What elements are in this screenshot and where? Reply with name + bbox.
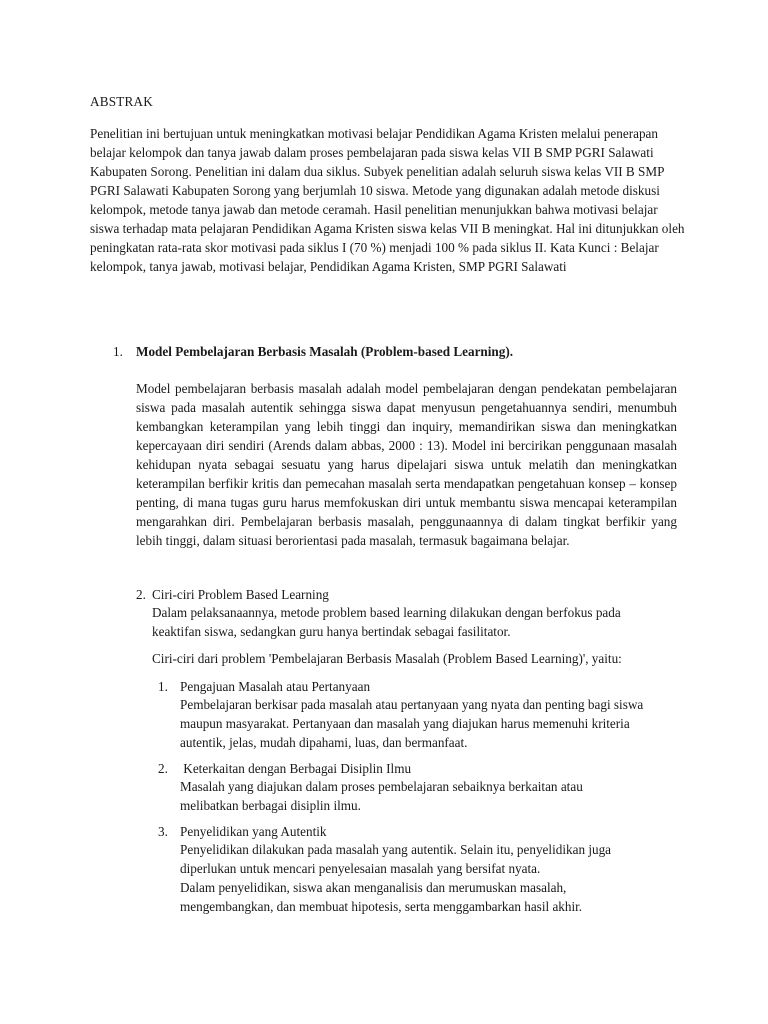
list-item-description: Masalah yang diajukan dalam proses pembelajaran sebaiknya berkaitan atau melibatkan berbagai disiplin ilmu. bbox=[180, 779, 583, 813]
section-1-number: 1. bbox=[113, 344, 123, 359]
list-item-description-continued: Dalam penyelidikan, siswa akan menganalisis dan merumuskan masalah, mengembangkan, dan membuat hipotesis, serta menggambarkan hasil akhir. bbox=[180, 880, 583, 914]
list-item-description: Penyelidikan dilakukan pada masalah yang autentik. Selain itu, penyelidikan juga diperlukan untuk mencari penyelesaian masalah yang bersifat nyata. bbox=[180, 842, 612, 876]
section-1-body: Model pembelajaran berbasis masalah adalah model pembelajaran dengan pendekatan pembelajaran siswa pada masalah autentik sehingga siswa dapat menyusun pengetahuannya sendiri, menumbuh kembangkan keterampilan yang lebih tinggi dan inquiry, memandirikan siswa dan meningkatkan kepercayaan diri sendiri (Arends dalam abbas, 2000 : 13). Model ini bercirikan penggunaan masalah kehidupan nyata sebagai sesuatu yang harus dipelajari siswa untuk melatih dan meningkatkan keterampilan berfikir kritis dan pemecahan masalah serta mendapatkan pengetahuan konsep – konsep penting, di mana tugas guru harus memfokuskan diri untuk membantu siswa mencapai keterampilan mengarahkan diri. Pembelajaran berbasis masalah, penggunaannya di dalam tingkat berfikir yang lebih tinggi, dalam situasi berorientasi pada masalah, termasuk bagaimana belajar. bbox=[136, 381, 677, 548]
abstract-body: Penelitian ini bertujuan untuk meningkatkan motivasi belajar Pendidikan Agama Kristen melalui penerapan belajar kelompok dan tanya jawab dalam proses pembelajaran pada siswa kelas VII B SMP PGRI Salawati Kabupaten Sorong. Penelitian ini dalam dua siklus. Subyek penelitian adalah seluruh siswa kelas VII B SMP PGRI Salawati Kabupaten Sorong yang berjumlah 10 siswa. Metode yang digunakan adalah metode diskusi kelompok, metode tanya jawab dan metode ceramah. Hasil penelitian menunjukkan bahwa motivasi belajar siswa terhadap mata pelajaran Pendidikan Agama Kristen siswa kelas VII B meningkat. Hal ini ditunjukkan oleh peningkatan rata-rata skor motivasi pada siklus I (70 %) menjadi 100 % pada siklus II. Kata Kunci : Belajar kelompok, tanya jawab, motivasi belajar, Pendidikan Agama Kristen, SMP PGRI Salawati bbox=[90, 126, 685, 274]
section-2-description: Dalam pelaksanaannya, metode problem based learning dilakukan dengan berfokus pada keaktifan siswa, sedangkan guru hanya bertindak sebagai fasilitator. bbox=[152, 605, 621, 639]
list-item-number: 3. bbox=[158, 824, 168, 839]
section-2-intro: Ciri-ciri dari problem 'Pembelajaran Berbasis Masalah (Problem Based Learning)', yaitu: bbox=[152, 651, 622, 666]
list-item-title: Penyelidikan yang Autentik bbox=[180, 824, 327, 839]
section-1-heading: Model Pembelajaran Berbasis Masalah (Problem-based Learning). bbox=[136, 344, 514, 359]
list-item-title: Pengajuan Masalah atau Pertanyaan bbox=[180, 679, 371, 694]
list-item-title: Keterkaitan dengan Berbagai Disiplin Ilmu bbox=[180, 761, 412, 776]
abstract-title: ABSTRAK bbox=[90, 94, 153, 109]
list-item-description: Pembelajaran berkisar pada masalah atau pertanyaan yang nyata dan penting bagi siswa maupun masyarakat. Pertanyaan dan masalah yang diajukan harus memenuhi kriteria autentik, jelas, mudah dipahami, luas, dan bermanfaat. bbox=[180, 697, 644, 750]
section-2-number: 2. bbox=[136, 587, 146, 602]
list-item-number: 1. bbox=[158, 679, 168, 694]
list-item-number: 2. bbox=[158, 761, 168, 776]
section-2-heading: Ciri-ciri Problem Based Learning bbox=[152, 587, 329, 602]
